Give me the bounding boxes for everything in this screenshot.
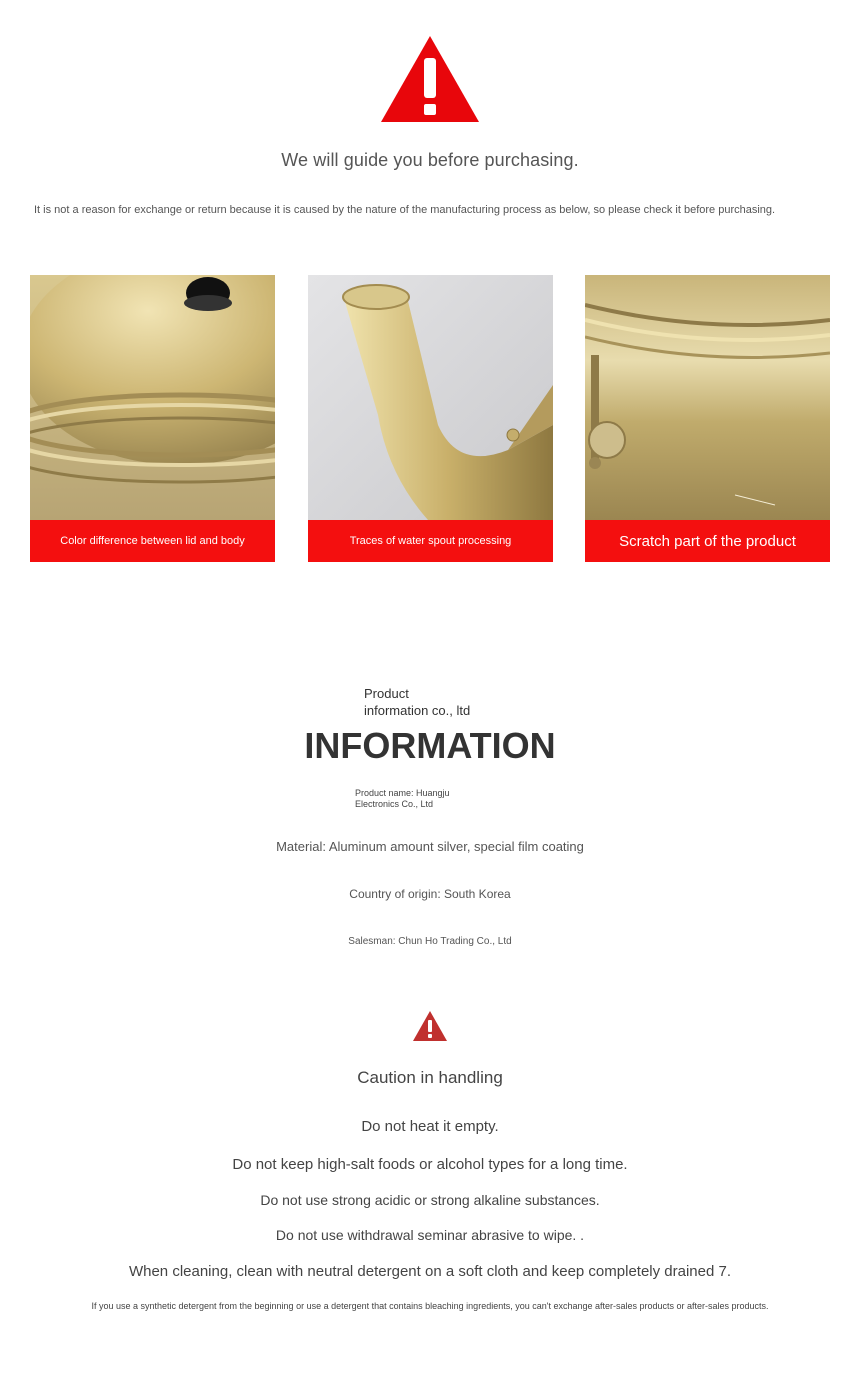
caution-item: When cleaning, clean with neutral detergent on a soft cloth and keep completely drained 7. <box>128 1263 732 1280</box>
card-label: Traces of water spout processing <box>308 520 553 562</box>
warning-triangle-icon <box>380 34 480 124</box>
product-name <box>355 788 485 810</box>
product-name-line1: Product name: Huangju <box>355 788 450 798</box>
product-info-label-line1: Product <box>364 686 409 701</box>
salesman-text: Salesman: Chun Ho Trading Co., Ltd <box>348 936 512 947</box>
product-name-line2: Electronics Co., Ltd <box>355 799 434 809</box>
caution-triangle-icon <box>412 1010 448 1042</box>
guide-subtitle: It is not a reason for exchange or return because it is caused by the nature of the manufacturing process as below, so please check it before purchasing. <box>34 204 776 216</box>
product-card-lid <box>30 275 275 562</box>
kettle-spout-photo <box>308 275 553 520</box>
caution-item: Do not use strong acidic or strong alkaline substances. <box>260 1192 600 1208</box>
caution-item: Do not heat it empty. <box>361 1118 499 1135</box>
card-label: Color difference between lid and body <box>30 520 275 562</box>
origin-text: Country of origin: South Korea <box>349 887 511 901</box>
product-info-label <box>364 685 524 719</box>
information-heading: INFORMATION <box>304 725 556 766</box>
caution-item: Do not keep high-salt foods or alcohol types for a long time. <box>232 1156 628 1173</box>
caution-item: If you use a synthetic detergent from the beginning or use a detergent that contains bleaching ingredients, you can't exchange after-sales products or after-sales products. <box>91 1301 769 1311</box>
caution-item: Do not use withdrawal seminar abrasive to wipe. . <box>275 1227 585 1243</box>
kettle-body-photo <box>585 275 830 520</box>
material-text: Material: Aluminum amount silver, special film coating <box>276 839 584 854</box>
kettle-lid-photo <box>30 275 275 520</box>
guide-title: We will guide you before purchasing. <box>281 150 579 170</box>
product-card-spout <box>308 275 553 562</box>
caution-title: Caution in handling <box>357 1068 503 1087</box>
product-card-body <box>585 275 830 562</box>
card-label: Scratch part of the product <box>585 520 830 562</box>
product-info-label-line2: information co., ltd <box>364 703 471 718</box>
